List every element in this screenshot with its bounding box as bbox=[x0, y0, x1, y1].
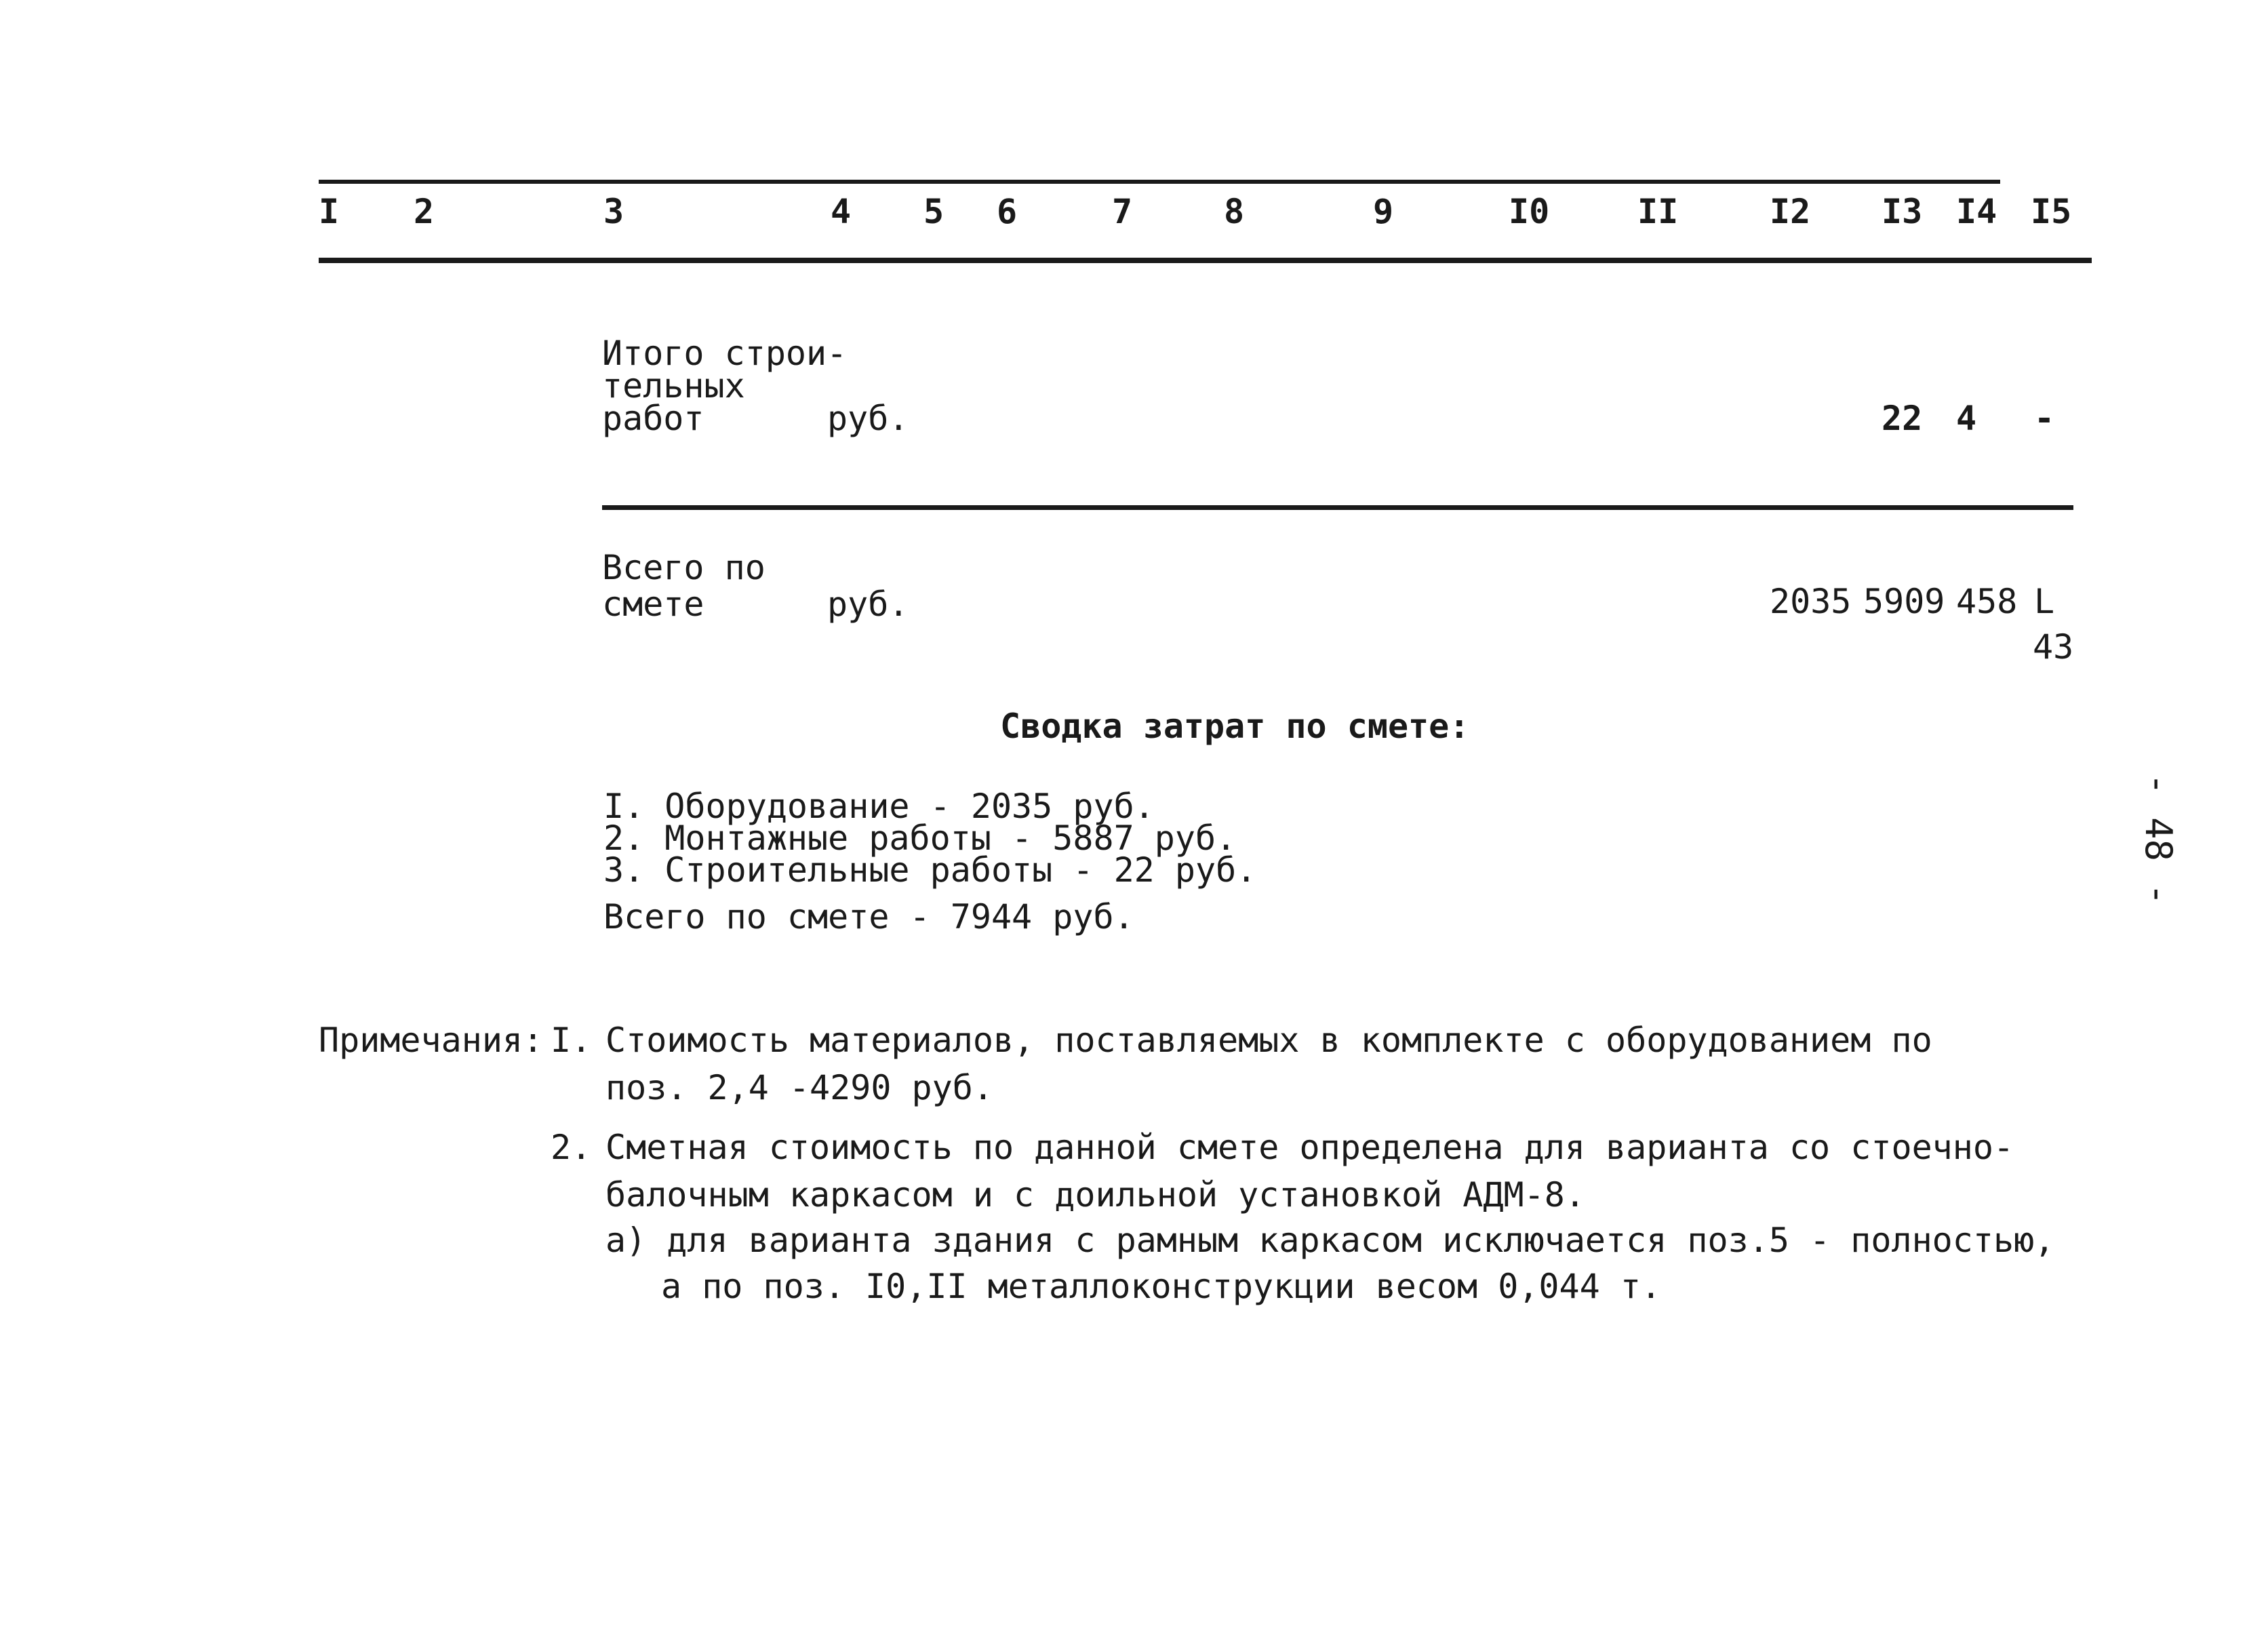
summary-item-2: 2. Монтажные работы - 5887 руб. bbox=[603, 818, 1237, 858]
note-1-line-1: Стоимость материалов, поставляемых в комплекте с оборудованием по bbox=[605, 1021, 1932, 1060]
col-header-13: I3 bbox=[1882, 192, 1923, 231]
col-header-10: I0 bbox=[1509, 192, 1550, 231]
note-2-line-2: балочным каркасом и с доильной установкой АДМ-8. bbox=[605, 1175, 1585, 1215]
itogo-col14: 4 bbox=[1956, 399, 1977, 438]
page-number: - 48 - bbox=[2137, 773, 2180, 906]
itogo-col13: 22 bbox=[1882, 399, 1923, 438]
note-2-line-1: Сметная стоимость по данной смете определена для варианта со стоечно- bbox=[605, 1128, 2014, 1167]
itogo-label-2: тельных bbox=[602, 366, 745, 406]
note-1-line-2: поз. 2,4 -4290 руб. bbox=[605, 1068, 993, 1107]
col-header-1: I bbox=[319, 192, 340, 231]
vsego-col15-below: 43 bbox=[2033, 627, 2074, 667]
col-header-4: 4 bbox=[831, 192, 852, 231]
col-header-7: 7 bbox=[1112, 192, 1133, 231]
col-header-6: 6 bbox=[997, 192, 1018, 231]
col-header-5: 5 bbox=[923, 192, 944, 231]
header-top-rule bbox=[319, 180, 2000, 184]
vsego-label-1: Всего по bbox=[602, 548, 765, 587]
vsego-label-2: смете bbox=[602, 585, 704, 624]
header-bottom-rule bbox=[319, 258, 2092, 263]
col-header-9: 9 bbox=[1373, 192, 1394, 231]
col-header-14: I4 bbox=[1956, 192, 1997, 231]
summary-total: Всего по смете - 7944 руб. bbox=[603, 897, 1134, 936]
note-2a-line-2: а по поз. I0,II металлоконструкции весом 0,044 т. bbox=[661, 1267, 1662, 1306]
summary-item-1: I. Оборудование - 2035 руб. bbox=[603, 787, 1155, 826]
vsego-col12: 2035 bbox=[1770, 582, 1852, 621]
itogo-col15: - bbox=[2034, 399, 2055, 438]
vsego-col14: 458 bbox=[1956, 582, 2018, 621]
itogo-separator-rule bbox=[602, 505, 2073, 510]
summary-title: Сводка затрат по смете: bbox=[1000, 707, 1470, 746]
col-header-3: 3 bbox=[603, 192, 624, 231]
notes-heading: Примечания: bbox=[319, 1021, 544, 1060]
itogo-label-1: Итого строи- bbox=[602, 334, 848, 373]
note-2a-line-1: а) для варианта здания с рамным каркасом исключается поз.5 - полностью, bbox=[605, 1221, 2055, 1260]
vsego-col13: 5909 bbox=[1863, 582, 1945, 621]
itogo-unit: руб. bbox=[827, 399, 909, 438]
itogo-label-3: работ bbox=[602, 399, 704, 438]
vsego-unit: руб. bbox=[827, 585, 909, 624]
note-1-number: I. bbox=[551, 1021, 592, 1060]
col-header-2: 2 bbox=[414, 192, 435, 231]
col-header-15: I5 bbox=[2031, 192, 2072, 231]
vsego-col15-mark: L bbox=[2034, 582, 2055, 621]
summary-item-3: 3. Строительные работы - 22 руб. bbox=[603, 850, 1257, 890]
col-header-12: I2 bbox=[1770, 192, 1811, 231]
note-2-number: 2. bbox=[551, 1128, 592, 1167]
col-header-8: 8 bbox=[1224, 192, 1245, 231]
col-header-11: II bbox=[1637, 192, 1679, 231]
